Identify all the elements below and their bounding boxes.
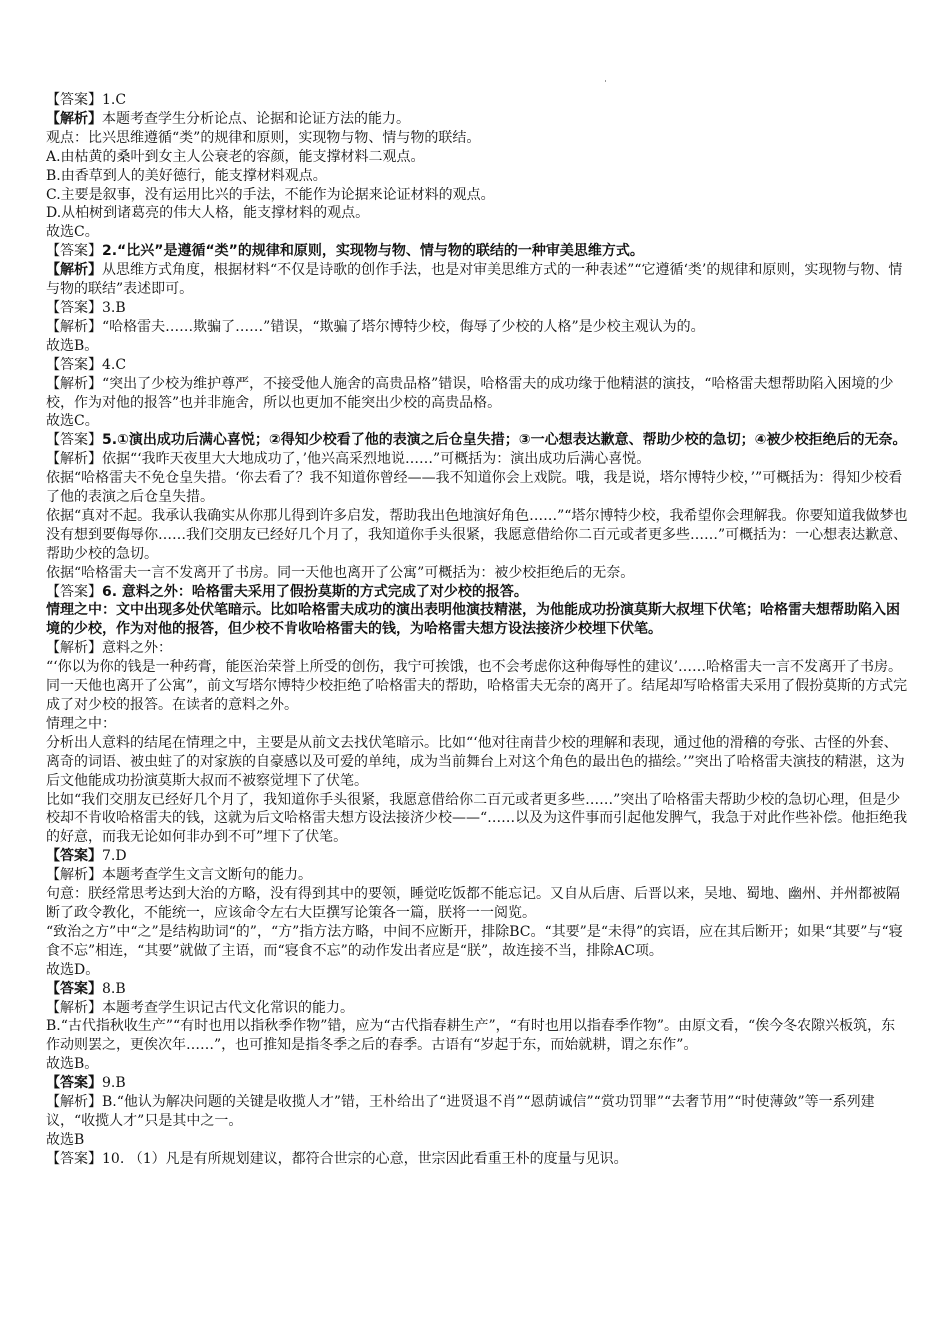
q4-conclusion: 故选C。 xyxy=(46,413,99,430)
q7-analysis: 【解析】本题考查学生文言文断句的能力。 xyxy=(46,867,312,884)
q5-answer: 【答案】5.①演出成功后满心喜悦；②得知少校看了他的表演之后仓皇失措；③一心想表达歉意、帮助少校的急切；④被少校拒绝后的无奈。 xyxy=(46,432,907,449)
q8-analysis: 【解析】本题考查学生识记古代文化常识的能力。 xyxy=(46,999,354,1016)
q8-answer: 【答案】8.B xyxy=(46,980,126,997)
q5-line: 依据“哈格雷夫一言不发离开了书房。同一天他也离开了公寓”可概括为：被少校拒绝后的无奈。 xyxy=(46,564,635,581)
page-mark xyxy=(605,80,606,82)
q3-answer: 【答案】3.B xyxy=(46,299,126,316)
q7-conclusion: 故选D。 xyxy=(46,961,100,978)
q2-answer: 【答案】2.“比兴”是遵循“类”的规律和原则，实现物与物、情与物的联结的一种审美思维方式。 xyxy=(46,243,644,260)
q1-conclusion: 故选C。 xyxy=(46,224,99,241)
q9-conclusion: 故选B xyxy=(46,1131,85,1148)
q5-line: 依据“哈格雷夫不免仓皇失措。‘你去看了？我不知道你曾经——我不知道你会上戏院。哦，我是说，塔尔博特少校，’”可概括为：得知少校看了他的表演之后仓皇失措。 xyxy=(46,470,903,506)
q9-analysis: 【解析】B.“他认为解决问题的关键是收揽人才”错，王朴给出了“进贤退不肖”“恩荫诚信”“赏功罚罪”“去奢节用”“时使薄敛”等一系列建议，“收揽人才”只是其中之一。 xyxy=(46,1094,875,1129)
q5-line: 依据“真对不起。我承认我确实从你那儿得到许多启发，帮助我出色地演好角色……”“塔尔博特少校，我希望你会理解我。你要知道我做梦也没有想到要侮辱你……我们交朋友已经好几个月了，我知道你手头很紧，我愿意借给你二百元或者更多些……”可概括为：一心想表达歉意、帮助少校的急切。 xyxy=(46,507,908,562)
q6-line: 比如“我们交朋友已经好几个月了，我知道你手头很紧，我愿意借给你二百元或者更多些……”突出了哈格雷夫帮助少校的急切心理，但是少校却不肯收哈格雷夫的钱，这就为后文哈格雷夫想方设法接济少校——“……以及为这件事而引起他发脾气，我急于对此作些补偿。他拒绝我的好意，而我无论如何非办到不可”埋下了伏笔。 xyxy=(46,791,908,846)
q1-line: B.由香草到人的美好德行，能支撑材料观点。 xyxy=(46,167,327,184)
q5-analysis: 【解析】依据“‘我昨天夜里大大地成功了，’他兴高采烈地说……”可概括为：演出成功后满心喜悦。 xyxy=(46,451,651,468)
q4-analysis: 【解析】“突出了少校为维护尊严，不接受他人施舍的高贵品格”错误，哈格雷夫的成功缘于他精湛的演技，“哈格雷夫想帮助陷入困境的少校，作为对他的报答”也并非施舍，所以也更加不能突出少校的高贵品格。 xyxy=(46,375,894,411)
q10-answer: 【答案】10. （1）凡是有所规划建议，都符合世宗的心意，世宗因此看重王朴的度量与见识。 xyxy=(46,1150,628,1167)
q7-answer: 【答案】7.D xyxy=(46,848,127,865)
q3-analysis: 【解析】“哈格雷夫……欺骗了……”错误，“欺骗了塔尔博特少校，侮辱了少校的人格”是少校主观认为的。 xyxy=(46,318,705,335)
q6-analysis: 【解析】意料之外： xyxy=(46,640,172,657)
q6-answer-continued: 情理之中：文中出现多处伏笔暗示。比如哈格雷夫成功的演出表明他演技精湛，为他能成功扮演莫斯大叔埋下伏笔；哈格雷夫想帮助陷入困境的少校，作为对他的报答，但少校不肯收哈格雷夫的钱，为哈格雷夫想方设法接济少校埋下伏笔。 xyxy=(46,602,900,638)
q4-answer: 【答案】4.C xyxy=(46,356,127,373)
q7-line: 句意：朕经常思考达到大治的方略，没有得到其中的要领，睡觉吃饭都不能忘记。又自从后唐、后晋以来，吴地、蜀地、幽州、并州都被隔断了政令教化，不能统一，应该命令左右大臣撰写论策各一篇，朕将一一阅览。 xyxy=(46,886,900,921)
q6-answer: 【答案】6. 意料之外：哈格雷夫采用了假扮莫斯的方式完成了对少校的报答。 xyxy=(46,583,528,600)
q8-conclusion: 故选B。 xyxy=(46,1056,99,1073)
q1-line: D.从柏树到诸葛亮的伟大人格，能支撑材料的观点。 xyxy=(46,205,370,222)
q1-answer: 【答案】1.C xyxy=(46,92,127,108)
q3-conclusion: 故选B。 xyxy=(46,337,99,354)
q6-line: “‘你以为你的钱是一种药膏，能医治荣誉上所受的创伤，我宁可挨饿，也不会考虑你这种侮辱性的建议’……哈格雷夫一言不发离开了书房。同一天他也离开了公寓”，前文写塔尔博特少校拒绝了哈格雷夫的帮助，哈格雷夫无奈的离开了。结尾却写哈格雷夫采用了假扮莫斯的方式完成了对少校的报答。在读者的意料之外。 xyxy=(46,659,908,713)
q1-line: 观点：比兴思维遵循“类”的规律和原则，实现物与物、情与物的联结。 xyxy=(46,129,481,146)
q9-answer: 【答案】9.B xyxy=(46,1075,126,1092)
q1-analysis: 【解析】本题考查学生分析论点、论据和论证方法的能力。 xyxy=(46,110,410,127)
q7-line: “致治之方”中“之”是结构助词“的”，“方”指方法方略，中间不应断开，排除BC。“其要”是“未得”的宾语，应在其后断开；如果“其要”与“寝食不忘”相连，“其要”就做了主语，而“寝食不忘”的动作发出者应是“朕”，故连接不当，排除AC项。 xyxy=(46,923,903,959)
q1-line: A.由枯黄的桑叶到女主人公衰老的容颜，能支撑材料二观点。 xyxy=(46,148,425,165)
q6-line: 分析出人意料的结尾在情理之中，主要是从前文去找伏笔暗示。比如“‘他对往南昔少校的理解和表现，通过他的滑稽的夸张、古怪的外套、离奇的词语、被虫蛀了的对家族的自豪感以及可爱的单纯，成为当前舞台上对这个角色的最出色的描绘。’”突出了哈格雷夫演技的精湛，这为后文他能成功扮演莫斯大叔而不被察觉埋下了伏笔。 xyxy=(46,734,905,789)
q1-line: C.主要是叙事，没有运用比兴的手法，不能作为论据来论证材料的观点。 xyxy=(46,186,495,203)
q8-line: B.“古代指秋收生产”“有时也用以指秋季作物”错，应为“古代指春耕生产”，“有时也用以指春季作物”。由原文看，“俟今冬农隙兴板筑，东作动则罢之，更俟次年……”，也可推知是指冬季之后的春季。古语有“岁起于东，而始就耕，谓之东作”。 xyxy=(46,1018,896,1054)
q6-line: 情理之中： xyxy=(46,715,116,732)
q2-analysis: 【解析】从思维方式角度，根据材料“不仅是诗歌的创作手法，也是对审美思维方式的一种表述”“它遵循‘类’的规律和原则，实现物与物、情与物的联结”表述即可。 xyxy=(46,262,903,298)
answer-document xyxy=(46,91,908,1169)
